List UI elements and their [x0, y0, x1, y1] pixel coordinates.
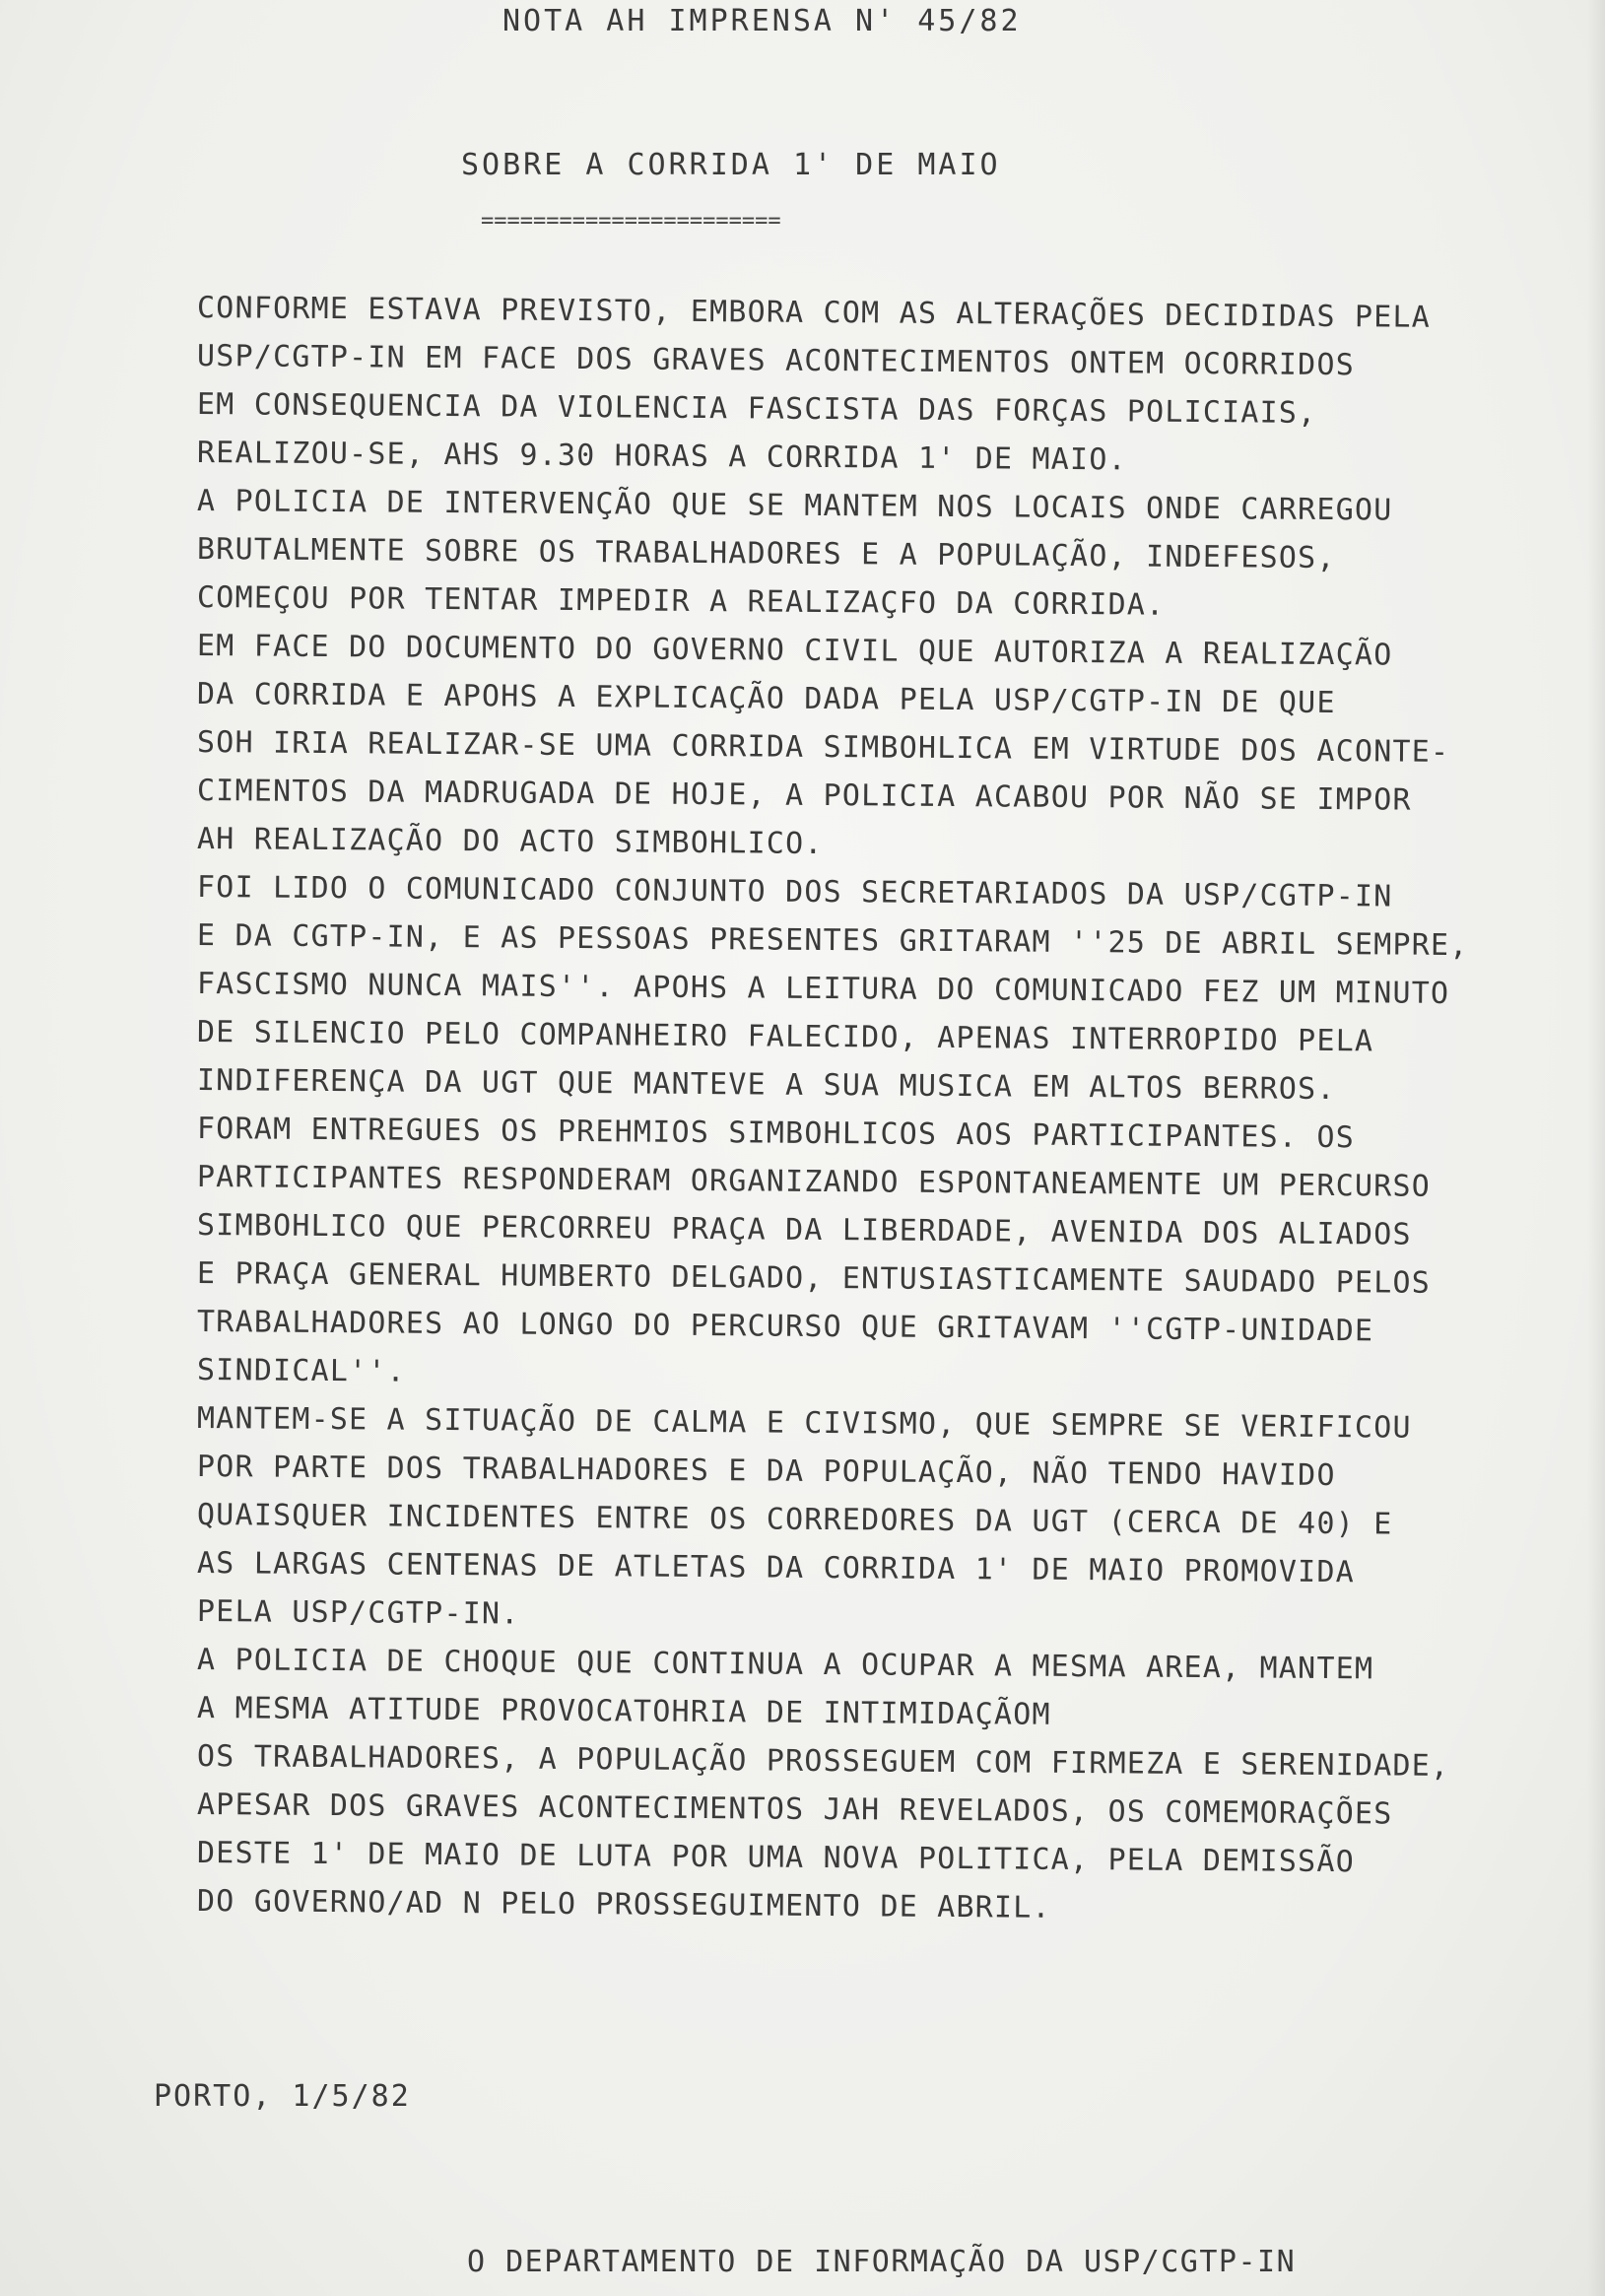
body-line: FOI LIDO O COMUNICADO CONJUNTO DOS SECRETARIADOS DA USP/CGTP-IN: [196, 870, 1393, 914]
body-line: EM FACE DO DOCUMENTO DO GOVERNO CIVIL QUE AUTORIZA A REALIZAÇÃO: [196, 629, 1393, 673]
body-line: DO GOVERNO/AD N PELO PROSSEGUIMENTO DE ABRIL.: [196, 1884, 1051, 1925]
body-line: EM CONSEQUENCIA DA VIOLENCIA FASCISTA DAS FORÇAS POLICIAIS,: [196, 387, 1317, 431]
body-line: FORAM ENTREGUES OS PREHMIOS SIMBOHLICOS AOS PARTICIPANTES. OS: [196, 1112, 1356, 1156]
body-line: SOH IRIA REALIZAR-SE UMA CORRIDA SIMBOHLICA EM VIRTUDE DOS ACONTE-: [196, 725, 1450, 770]
body-line: PARTICIPANTES RESPONDERAM ORGANIZANDO ESPONTANEAMENTE UM PERCURSO: [196, 1160, 1432, 1204]
body-line: A POLICIA DE CHOQUE QUE CONTINUA A OCUPAR A MESMA AREA, MANTEM: [196, 1643, 1374, 1687]
body-line: REALIZOU-SE, AHS 9.30 HORAS A CORRIDA 1' DE MAIO.: [196, 436, 1127, 478]
body-line: AH REALIZAÇÃO DO ACTO SIMBOHLICO.: [196, 822, 824, 861]
body-line: SINDICAL''.: [196, 1353, 407, 1389]
body-line: CONFORME ESTAVA PREVISTO, EMBORA COM AS ALTERAÇÕES DECIDIDAS PELA: [196, 291, 1432, 335]
body-line: PELA USP/CGTP-IN.: [196, 1594, 520, 1632]
body-line: E DA CGTP-IN, E AS PESSOAS PRESENTES GRITARAM ''25 DE ABRIL SEMPRE,: [196, 918, 1469, 964]
body-line: COMEÇOU POR TENTAR IMPEDIR A REALIZAÇFO DA CORRIDA.: [196, 580, 1166, 623]
body-line: TRABALHADORES AO LONGO DO PERCURSO QUE GRITAVAM ''CGTP-UNIDADE: [196, 1305, 1374, 1349]
body-line: BRUTALMENTE SOBRE OS TRABALHADORES E A POPULAÇÃO, INDEFESOS,: [196, 532, 1336, 576]
body-line: E PRAÇA GENERAL HUMBERTO DELGADO, ENTUSIASTICAMENTE SAUDADO PELOS: [196, 1256, 1432, 1301]
document-body: [197, 284, 1557, 1925]
body-line: A POLICIA DE INTERVENÇÃO QUE SE MANTEM NOS LOCAIS ONDE CARREGOU: [196, 484, 1393, 528]
body-line: APESAR DOS GRAVES ACONTECIMENTOS JAH REVELADOS, OS COMEMORAÇÕES: [196, 1788, 1393, 1832]
signature-line: O DEPARTAMENTO DE INFORMAÇÃO DA USP/CGTP-IN: [467, 2245, 1297, 2279]
body-line: INDIFERENÇA DA UGT QUE MANTEVE A SUA MUSICA EM ALTOS BERROS.: [196, 1063, 1336, 1108]
body-line: DE SILENCIO PELO COMPANHEIRO FALECIDO, APENAS INTERROPIDO PELA: [196, 1015, 1374, 1059]
body-line: AS LARGAS CENTENAS DE ATLETAS DA CORRIDA 1' DE MAIO PROMOVIDA: [196, 1546, 1356, 1590]
place-date: PORTO, 1/5/82: [154, 2079, 411, 2114]
body-line: DA CORRIDA E APOHS A EXPLICAÇÃO DADA PELA USP/CGTP-IN DE QUE: [196, 677, 1336, 721]
title-underline: =======================: [481, 209, 781, 234]
body-line: POR PARTE DOS TRABALHADORES E DA POPULAÇÃO, NÃO TENDO HAVIDO: [196, 1450, 1336, 1494]
body-line: USP/CGTP-IN EM FACE DOS GRAVES ACONTECIMENTOS ONTEM OCORRIDOS: [196, 339, 1356, 383]
body-line: CIMENTOS DA MADRUGADA DE HOJE, A POLICIA ACABOU POR NÃO SE IMPOR: [196, 774, 1412, 818]
body-line: SIMBOHLICO QUE PERCORREU PRAÇA DA LIBERDADE, AVENIDA DOS ALIADOS: [196, 1208, 1412, 1252]
body-line: A MESMA ATITUDE PROVOCATOHRIA DE INTIMIDAÇÃOM: [196, 1691, 1051, 1732]
body-line: DESTE 1' DE MAIO DE LUTA POR UMA NOVA POLITICA, PELA DEMISSÃO: [196, 1836, 1356, 1880]
body-line: OS TRABALHADORES, A POPULAÇÃO PROSSEGUEM COM FIRMEZA E SERENIDADE,: [196, 1739, 1450, 1784]
body-line: QUAISQUER INCIDENTES ENTRE OS CORREDORES DA UGT (CERCA DE 40) E: [196, 1498, 1393, 1542]
press-note-header: NOTA AH IMPRENSA N' 45/82: [502, 4, 1022, 38]
document-title: SOBRE A CORRIDA 1' DE MAIO: [461, 148, 1001, 182]
body-line: FASCISMO NUNCA MAIS''. APOHS A LEITURA DO COMUNICADO FEZ UM MINUTO: [196, 967, 1450, 1011]
body-line: MANTEM-SE A SITUAÇÃO DE CALMA E CIVISMO, QUE SEMPRE SE VERIFICOU: [196, 1401, 1412, 1446]
